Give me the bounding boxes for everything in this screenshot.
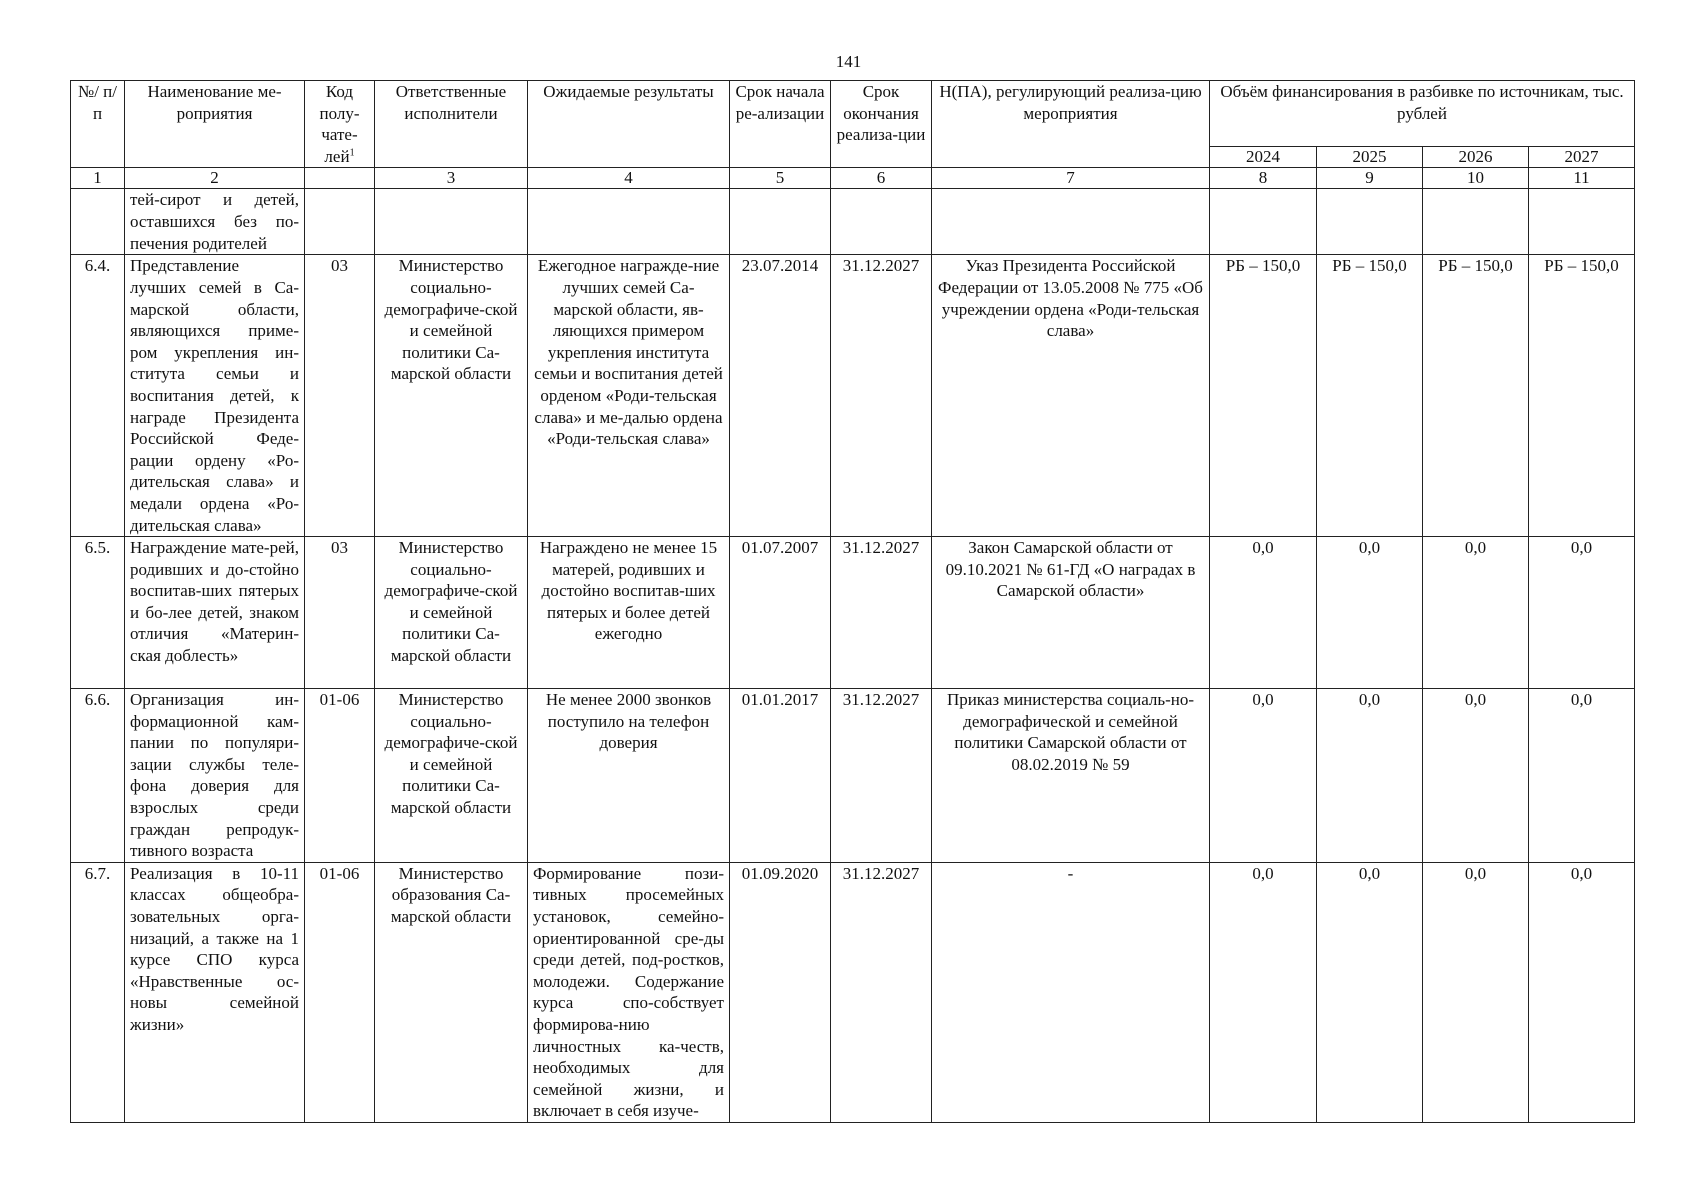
cell-start: 23.07.2014: [730, 255, 831, 537]
cell-2024: РБ – 150,0: [1210, 255, 1317, 537]
cell-2024: 0,0: [1210, 537, 1317, 689]
cell-start: 01.09.2020: [730, 862, 831, 1122]
cell-name: Награждение мате-рей, родивших и до-стойно воспитав-ших пятерых и бо-лее детей, знаком отличия «Материн-ская доблесть»: [125, 537, 305, 689]
measures-table: [70, 80, 1635, 1123]
cell-2027: 0,0: [1529, 537, 1635, 689]
column-number: 11: [1529, 168, 1635, 189]
cell-num: 6.4.: [71, 255, 125, 537]
cell-end: 31.12.2027: [831, 537, 932, 689]
table-row: [71, 255, 1635, 537]
column-number: 5: [730, 168, 831, 189]
header-responsible: Ответственные исполнители: [375, 81, 528, 168]
table-row: [71, 537, 1635, 689]
cell-responsible: Министерство социально-демографиче-ской и семейной политики Са-марской области: [375, 255, 528, 537]
cell-2026: [1423, 189, 1529, 255]
header-financing: Объём финансирования в разбивке по источникам, тыс. рублей: [1210, 81, 1635, 147]
cell-num: 6.6.: [71, 689, 125, 863]
cell-2025: 0,0: [1317, 537, 1423, 689]
cell-npa: Закон Самарской области от 09.10.2021 № 61-ГД «О наградах в Самарской области»: [932, 537, 1210, 689]
header-code-label: Код полу-чате-лей: [319, 82, 360, 166]
cell-end: [831, 189, 932, 255]
column-number: 8: [1210, 168, 1317, 189]
cell-code: [305, 189, 375, 255]
cell-2025: РБ – 150,0: [1317, 255, 1423, 537]
cell-responsible: [375, 189, 528, 255]
header-results: Ожидаемые результаты: [528, 81, 730, 168]
header-year-2025: 2025: [1317, 147, 1423, 168]
cell-responsible: Министерство образования Са-марской области: [375, 862, 528, 1122]
cell-responsible: Министерство социально-демографиче-ской и семейной политики Са-марской области: [375, 537, 528, 689]
continuation-row: [71, 189, 1635, 255]
header-year-2027: 2027: [1529, 147, 1635, 168]
header-num: №/ п/п: [71, 81, 125, 168]
header-year-2026: 2026: [1423, 147, 1529, 168]
cell-npa: Приказ министерства социаль-но-демографической и семейной политики Самарской области от 08.02.2019 № 59: [932, 689, 1210, 863]
header-name: Наименование ме-роприятия: [125, 81, 305, 168]
cell-2025: 0,0: [1317, 862, 1423, 1122]
cell-results: [528, 189, 730, 255]
cell-start: [730, 189, 831, 255]
cell-2026: 0,0: [1423, 862, 1529, 1122]
column-number: [305, 168, 375, 189]
cell-name: Реализация в 10-11 классах общеобра-зовательных орга-низаций, а также на 1 курсе СПО курса «Нравственные ос-новы семейной жизни»: [125, 862, 305, 1122]
column-number: 1: [71, 168, 125, 189]
header-year-2024: 2024: [1210, 147, 1317, 168]
cell-2026: 0,0: [1423, 689, 1529, 863]
column-number: 9: [1317, 168, 1423, 189]
header-row: [71, 81, 1635, 147]
column-number-row: [71, 168, 1635, 189]
cell-2026: 0,0: [1423, 537, 1529, 689]
cell-2027: [1529, 189, 1635, 255]
cell-2026: РБ – 150,0: [1423, 255, 1529, 537]
column-number: 6: [831, 168, 932, 189]
column-number: 10: [1423, 168, 1529, 189]
cell-end: 31.12.2027: [831, 862, 932, 1122]
column-number: 7: [932, 168, 1210, 189]
cell-results: Награждено не менее 15 матерей, родивших и достойно воспитав-ших пятерых и более детей ежегодно: [528, 537, 730, 689]
table-row: [71, 689, 1635, 863]
cell-code: 03: [305, 255, 375, 537]
cell-npa: -: [932, 862, 1210, 1122]
header-npa: Н(ПА), регулирующий реализа-цию мероприятия: [932, 81, 1210, 168]
cell-num: [71, 189, 125, 255]
cell-end: 31.12.2027: [831, 689, 932, 863]
cell-code: 01-06: [305, 689, 375, 863]
cell-2024: [1210, 189, 1317, 255]
cell-responsible: Министерство социально-демографиче-ской и семейной политики Са-марской области: [375, 689, 528, 863]
cell-2024: 0,0: [1210, 689, 1317, 863]
cell-results: Ежегодное награжде-ние лучших семей Са-марской области, яв-ляющихся примером укрепления института семьи и воспитания детей орденом «Роди-тельская слава» и ме-далью ордена «Роди-тельская слава»: [528, 255, 730, 537]
cell-2025: 0,0: [1317, 689, 1423, 863]
cell-npa: Указ Президента Российской Федерации от 13.05.2008 № 775 «Об учреждении ордена «Роди-тельская слава»: [932, 255, 1210, 537]
cell-name: тей-сирот и детей, оставшихся без по-печения родителей: [125, 189, 305, 255]
cell-results: Формирование пози-тивных просемейных установок, семейно-ориентированной сре-ды среди детей, под-ростков, молодежи. Содержание курса спо-собствует формирова-нию личностных ка-честв, необходимых для семейной жизни, и включает в себя изуче-: [528, 862, 730, 1122]
header-end: Срок окончания реализа-ции: [831, 81, 932, 168]
page-number: 141: [835, 52, 862, 71]
cell-2027: РБ – 150,0: [1529, 255, 1635, 537]
cell-code: 01-06: [305, 862, 375, 1122]
column-number: 3: [375, 168, 528, 189]
cell-end: 31.12.2027: [831, 255, 932, 537]
cell-results: Не менее 2000 звонков поступило на телефон доверия: [528, 689, 730, 863]
cell-num: 6.5.: [71, 537, 125, 689]
cell-2024: 0,0: [1210, 862, 1317, 1122]
footnote-marker: 1: [349, 147, 355, 159]
cell-2025: [1317, 189, 1423, 255]
header-start: Срок начала ре-ализации: [730, 81, 831, 168]
table-row: [71, 862, 1635, 1122]
cell-name: Организация ин-формационной кам-пании по популяри-зации службы теле-фона доверия для взрослых среди граждан репродук-тивного возраста: [125, 689, 305, 863]
cell-2027: 0,0: [1529, 689, 1635, 863]
cell-code: 03: [305, 537, 375, 689]
cell-start: 01.07.2007: [730, 537, 831, 689]
cell-2027: 0,0: [1529, 862, 1635, 1122]
cell-num: 6.7.: [71, 862, 125, 1122]
cell-start: 01.01.2017: [730, 689, 831, 863]
header-code: [305, 81, 375, 168]
cell-name: Представление лучших семей в Са-марской области, являющихся приме-ром укрепления ин-ститута семьи и воспитания детей, к награде Президента Российской Феде-рации ордену «Ро-дительская слава» и медали ордена «Ро-дительская слава»: [125, 255, 305, 537]
column-number: 4: [528, 168, 730, 189]
column-number: 2: [125, 168, 305, 189]
cell-npa: [932, 189, 1210, 255]
